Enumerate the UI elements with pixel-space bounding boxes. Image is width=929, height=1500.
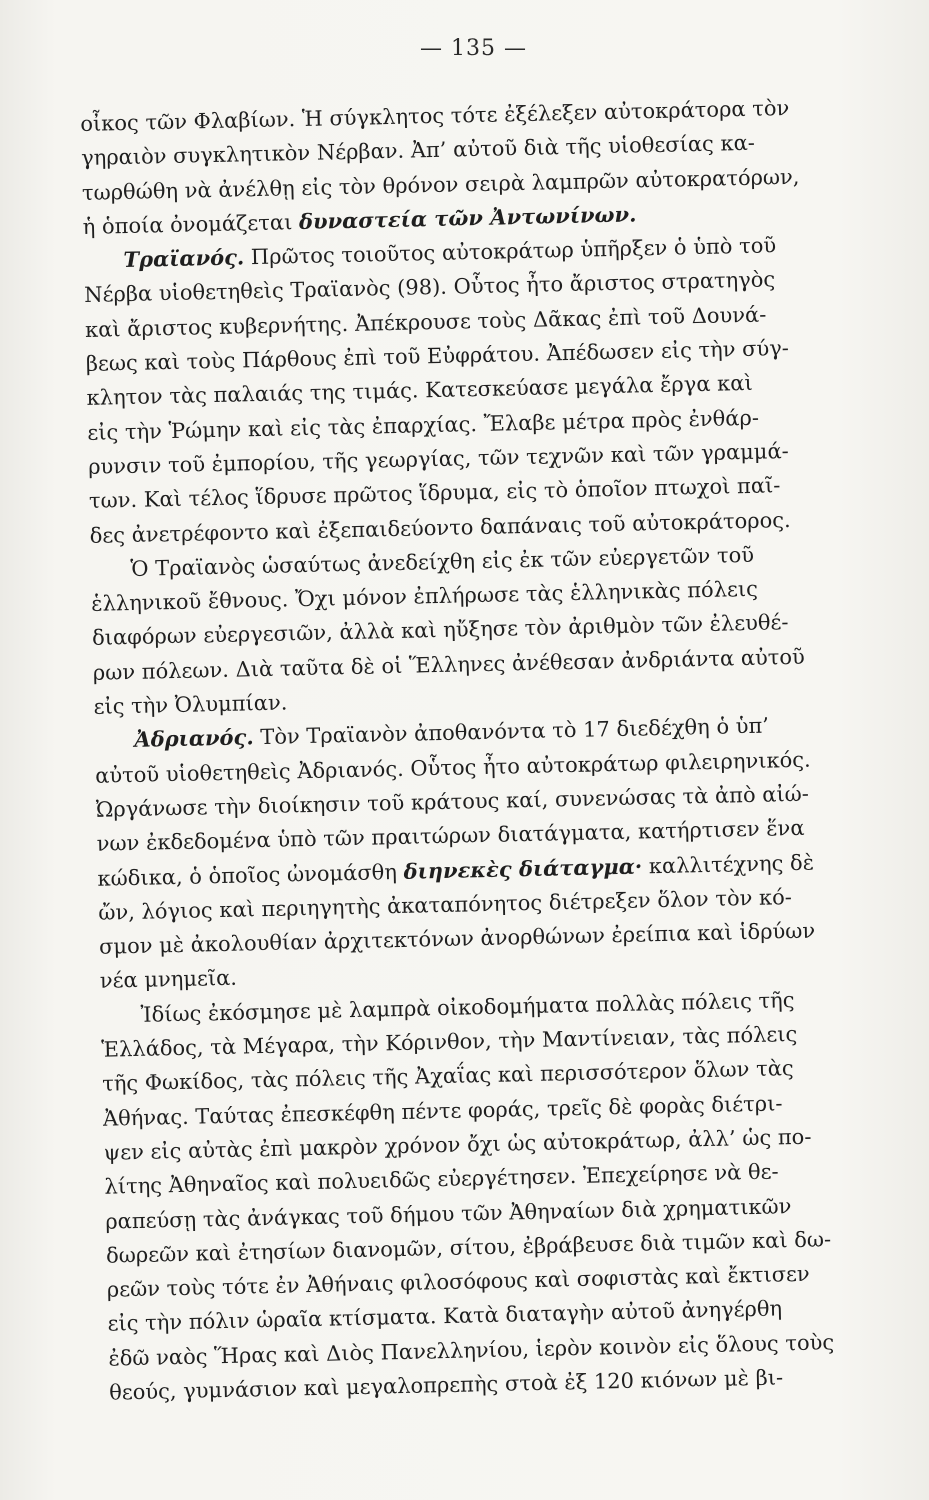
text-line: Ὠργάνωσε τὴν διοίκησιν τοῦ κράτους καί, συνενώσας τὰ ἀπὸ αἰώ-	[95, 781, 810, 822]
text-line: βεως καὶ τοὺς Πάρθους ἐπὶ τοῦ Εὐφράτου. Ἀπέδωσεν εἰς τὴν σύγ-	[85, 336, 790, 377]
text-line: κλητον τὰς παλαιάς της τιμάς. Κατεσκεύασε μεγάλα ἔργα καὶ	[86, 371, 753, 411]
text-line: γηραιὸν συγκλητικὸν Νέρβαν. Ἀπ’ αὐτοῦ διὰ τῆς υἱοθεσίας κα-	[80, 130, 756, 171]
text-line: Νέρβα υἱοθετηθεὶς Τραϊανὸς (98). Οὗτος ἦτο ἄριστος στρατηγὸς	[84, 267, 776, 308]
text-line: τωρθώθη νὰ ἀνέλθῃ εἰς τὸν θρόνον σειρὰ λαμπρῶν αὐτοκρατόρων,	[81, 164, 800, 205]
text-line: ὤν, λόγιος καὶ περιηγητὴς ἀκαταπόνητος διέτρεξεν ὅλον τὸν κό-	[98, 884, 793, 925]
text-line: εἰς τὴν Ὀλυμπίαν.	[93, 690, 288, 719]
text-line: Ἀθήνας. Ταύτας ἐπεσκέφθη πέντε φοράς, τρεῖς δὲ φορὰς διέτρι-	[102, 1090, 783, 1131]
text-line: Ὁ Τραϊανὸς ὡσαύτως ἀνεδείχθη εἰς ἐκ τῶν εὐεργετῶν τοῦ	[130, 542, 755, 581]
text-fragment: Τὸν Τραϊανὸν ἀποθανόντα τὸ 17 διεδέχθη ὁ ὑπ’	[260, 713, 770, 750]
text-line: Ἰδίως ἐκόσμησε μὲ λαμπρὰ οἰκοδομήματα πολλὰς πόλεις τῆς	[140, 987, 795, 1027]
text-line: νων ἐκδεδομένα ὑπὸ τῶν πραιτώρων διατάγματα, κατήρτισεν ἕνα	[96, 815, 805, 857]
text-line: ψεν εἰς αὐτὰς ἐπὶ μακρὸν χρόνον ὄχι ὡς αὐτοκράτωρ, ἀλλ’ ὡς πο-	[103, 1124, 812, 1165]
text-line: καὶ ἄριστος κυβερνήτης. Ἀπέκρουσε τοὺς Δᾶκας ἐπὶ τοῦ Δουνά-	[84, 302, 767, 342]
text-line: των. Καὶ τέλος ἵδρυσε πρῶτος ἵδρυμα, εἰς τὸ ὁποῖον πτωχοὶ παῖ-	[88, 473, 781, 514]
text-line: σμον μὲ ἀκολουθίαν ἀρχιτεκτόνων ἀνορθώνων ἐρείπια καὶ ἱδρύων	[98, 918, 816, 959]
text-line: ρεῶν τοὺς τότε ἐν Ἀθήναις φιλοσόφους καὶ σοφιστὰς καὶ ἔκτισεν	[106, 1261, 810, 1302]
edict-term: διηνεκὲς διάταγμα·	[403, 852, 643, 884]
text-line: ρων πόλεων. Διὰ ταῦτα δὲ οἱ Ἕλληνες ἀνέθεσαν ἀνδριάντα αὐτοῦ	[92, 644, 806, 685]
text-line: τῆς Φωκίδος, τὰς πόλεις τῆς Ἀχαΐας καὶ περισσότερον ὅλων τὰς	[101, 1056, 794, 1097]
text-fragment: Πρῶτος τοιοῦτος αὐτοκράτωρ ὑπῆρξεν ὁ ὑπὸ τοῦ	[250, 233, 777, 270]
body-text	[80, 89, 896, 1410]
text-line: ραπεύσῃ τὰς ἀνάγκας τοῦ δήμου τῶν Ἀθηναίων διὰ χρηματικῶν	[105, 1193, 792, 1234]
text-line: εἰς τὴν πόλιν ὡραῖα κτίσματα. Κατὰ διαταγὴν αὐτοῦ ἀνηγέρθη	[107, 1296, 783, 1337]
text-line: θεούς, γυμνάσιον καὶ μεγαλοπρεπὴς στοὰ ἐξ 120 κιόνων μὲ βι-	[108, 1365, 784, 1405]
text-fragment: καλλιτέχνης δὲ	[648, 850, 815, 878]
dynasty-term: δυναστεία τῶν Ἀντωνίνων.	[298, 201, 637, 234]
text-line: ἑλληνικοῦ ἔθνους. Ὄχι μόνον ἐπλήρωσε τὰς ἑλληνικὰς πόλεις	[91, 576, 759, 617]
text-line: οἶκος τῶν Φλαβίων. Ἡ σύγκλητος τότε ἐξέλεξεν αὐτοκράτορα τὸν	[80, 95, 790, 136]
text-line: αὐτοῦ υἱοθετηθεὶς Ἀδριανός. Οὗτος ἦτο αὐτοκράτωρ φιλειρηνικός.	[94, 747, 811, 788]
trajan-heading: Τραϊανός.	[123, 244, 245, 273]
text-line: Ἑλλάδος, τὰ Μέγαρα, τὴν Κόρινθον, τὴν Μαντίνειαν, τὰς πόλεις	[101, 1021, 798, 1062]
page-number: — 135 —	[420, 36, 527, 61]
text-fragment: ἡ ὁποία ὀνομάζεται	[82, 210, 293, 239]
text-fragment: κώδικα, ὁ ὁποῖος ὠνομάσθη	[97, 859, 398, 891]
hadrian-heading: Ἀδριανός.	[134, 724, 254, 753]
text-line: δωρεῶν καὶ ἐτησίων διανομῶν, σίτου, ἐβράβευσε διὰ τιμῶν καὶ δω-	[105, 1227, 832, 1268]
text-line: δες ἀνετρέφοντο καὶ ἐξεπαιδεύοντο δαπάναις τοῦ αὐτοκράτορος.	[89, 507, 791, 548]
text-line: ρυνσιν τοῦ ἐμπορίου, τῆς γεωργίας, τῶν τεχνῶν καὶ τῶν γραμμά-	[87, 438, 789, 479]
text-line: διαφόρων εὐεργεσιῶν, ἀλλὰ καὶ ηὔξησε τὸν ἀριθμὸν τῶν ἐλευθέ-	[91, 610, 789, 651]
text-line: λίτης Ἀθηναῖος καὶ πολυειδῶς εὐεργέτησεν. Ἐπεχείρησε νὰ θε-	[104, 1159, 779, 1199]
text-line: ἐδῶ ναὸς Ἥρας καὶ Διὸς Πανελληνίου, ἱερὸν κοινὸν εἰς ὅλους τοὺς	[108, 1329, 835, 1371]
text-line: νέα μνημεῖα.	[99, 966, 238, 994]
text-line: εἰς τὴν Ῥώμην καὶ εἰς τὰς ἐπαρχίας. Ἔλαβε μέτρα πρὸς ἐνθάρ-	[87, 405, 760, 445]
